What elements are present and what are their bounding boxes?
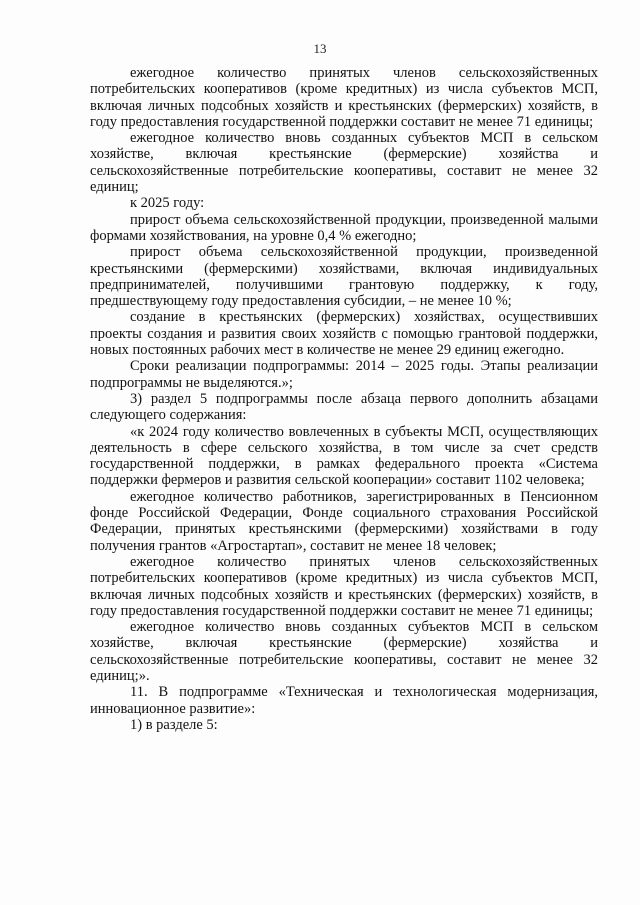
paragraph: 1) в разделе 5:	[130, 716, 218, 733]
paragraph: Сроки реализации подпрограммы: 2014 – 2025 годы. Этапы реализации подпрограммы не выделяются.»;	[90, 358, 598, 391]
paragraph: ежегодное количество принятых членов сельскохозяйственных потребительских кооперативов (кроме кредитных) из числа субъектов МСП, включая личных подсобных хозяйств и крестьянских (фермерских) хозяйств, в году предоставления государственной поддержки составит не менее 71 единицы;	[90, 65, 598, 130]
paragraph: 11. В подпрограмме «Техническая и технологическая модернизация, инновационное развитие»:	[90, 684, 598, 717]
paragraph: прирост объема сельскохозяйственной продукции, произведенной малыми формами хозяйствования, на уровне 0,4 % ежегодно;	[90, 211, 598, 244]
paragraph: ежегодное количество вновь созданных субъектов МСП в сельском хозяйстве, включая крестьянские (фермерские) хозяйства и сельскохозяйственные потребительские кооперативы, составит не менее 32 единиц;».	[90, 619, 598, 684]
document-body	[90, 65, 598, 733]
paragraph: ежегодное количество работников, зарегистрированных в Пенсионном фонде Российской Федерации, Фонде социального страхования Российской Федерации, принятых крестьянскими (фермерскими) хозяйствами в году получения грантов «Агростартап», составит не менее 18 человек;	[90, 488, 598, 554]
paragraph: ежегодное количество принятых членов сельскохозяйственных потребительских кооперативов (кроме кредитных) из числа субъектов МСП, включая личных подсобных хозяйств и крестьянских (фермерских) хозяйств, в году предоставления государственной поддержки составит не менее 71 единицы;	[90, 553, 598, 619]
paragraph: 3) раздел 5 подпрограммы после абзаца первого дополнить абзацами следующего содержания:	[90, 390, 598, 424]
paragraph: «к 2024 году количество вовлеченных в субъекты МСП, осуществляющих деятельность в сфере сельского хозяйства, в том числе за счет средств государственной поддержки, в рамках федерального проекта «Система поддержки фермеров и развития сельской кооперации» составит 1102 человека;	[90, 423, 598, 489]
paragraph: ежегодное количество вновь созданных субъектов МСП в сельском хозяйстве, включая крестьянские (фермерские) хозяйства и сельскохозяйственные потребительские кооперативы, составит не менее 32 единиц;	[90, 130, 598, 196]
paragraph: создание в крестьянских (фермерских) хозяйствах, осуществивших проекты создания и развития своих хозяйств с помощью грантовой поддержки, новых постоянных рабочих мест в количестве не менее 29 единиц ежегодно.	[90, 309, 598, 359]
paragraph: к 2025 году:	[130, 195, 205, 212]
page-number: 13	[313, 41, 327, 56]
paragraph: прирост объема сельскохозяйственной продукции, произведенной крестьянскими (фермерскими) хозяйствами, включая индивидуальных предпринимателей, получившими грантовую поддержку, к году, предшествующему году предоставления субсидии, – не менее 10 %;	[90, 244, 598, 310]
